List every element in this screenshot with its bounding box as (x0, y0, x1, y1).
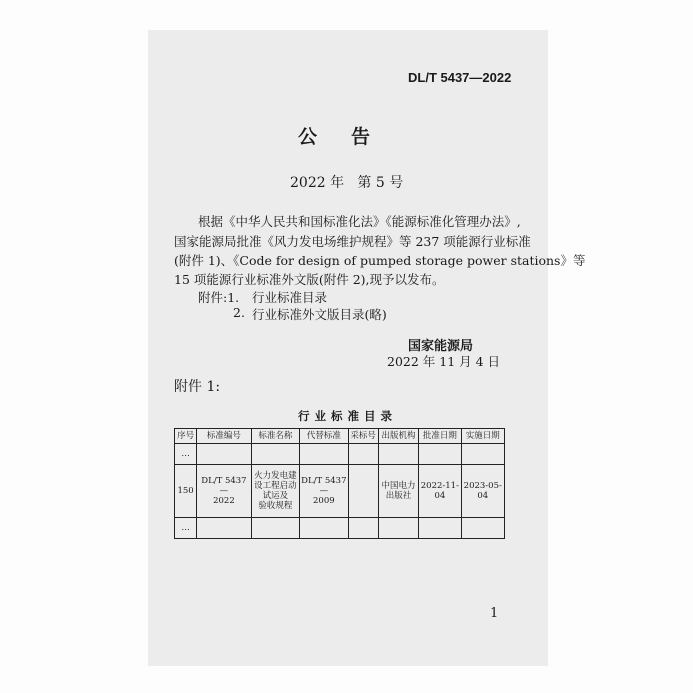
issuer-name: 国家能源局 (408, 339, 474, 354)
attachment-2-item: 行业标准外文版目录(略) (252, 307, 387, 322)
column-header: 代替标准 (300, 429, 348, 444)
column-header: 实施日期 (461, 429, 504, 444)
standard-code: DL/T 5437—2022 (408, 70, 512, 85)
column-header: 出版机构 (378, 429, 418, 444)
attachment-1-label: 附件 1: (174, 379, 221, 395)
ellipsis-cell: … (175, 444, 197, 465)
attachments-label: 附件:1. (198, 290, 240, 305)
catalog-table-title: 行业标准目录 (298, 409, 397, 423)
row-number: 150 (175, 465, 197, 518)
column-header: 采标号 (348, 429, 378, 444)
column-header: 序号 (175, 429, 197, 444)
adopted-standard-cell (348, 465, 378, 518)
notice-title: 公告 (298, 126, 405, 148)
replaced-standard-cell: DL/T 5437— 2009 (300, 465, 348, 518)
effective-date-cell: 2023-05-04 (461, 465, 504, 518)
notice-body-line: 国家能源局批准《风力发电场维护规程》等 237 项能源行业标准 (174, 234, 531, 249)
standard-name-cell: 火力发电建 设工程启动 试运及 验收规程 (251, 465, 299, 518)
table-row (175, 465, 505, 518)
notice-body-line: (附件 1)、《Code for design of pumped storage power stations》等 (174, 253, 586, 268)
column-header: 批准日期 (419, 429, 461, 444)
table-header-row (175, 429, 505, 444)
approval-date-cell: 2022-11-04 (419, 465, 461, 518)
notice-issue-number: 2022 年 第 5 号 (290, 175, 404, 191)
attachment-1-item: 行业标准目录 (252, 290, 328, 305)
issue-date: 2022 年 11 月 4 日 (387, 354, 501, 369)
table-row-ellipsis (175, 518, 505, 539)
notice-body-line: 15 项能源行业标准外文版(附件 2),现予以发布。 (174, 272, 445, 287)
ellipsis-cell: … (175, 518, 197, 539)
publisher-cell: 中国电力 出版社 (378, 465, 418, 518)
attachment-2-number: 2. (233, 305, 245, 320)
notice-body-line: 根据《中华人民共和国标准化法》《能源标准化管理办法》, (198, 214, 521, 229)
page-number: 1 (490, 606, 499, 621)
column-header: 标准编号 (197, 429, 251, 444)
column-header: 标准名称 (251, 429, 299, 444)
standards-catalog-table (174, 428, 505, 539)
table-row-ellipsis (175, 444, 505, 465)
standard-code-cell: DL/T 5437— 2022 (197, 465, 251, 518)
